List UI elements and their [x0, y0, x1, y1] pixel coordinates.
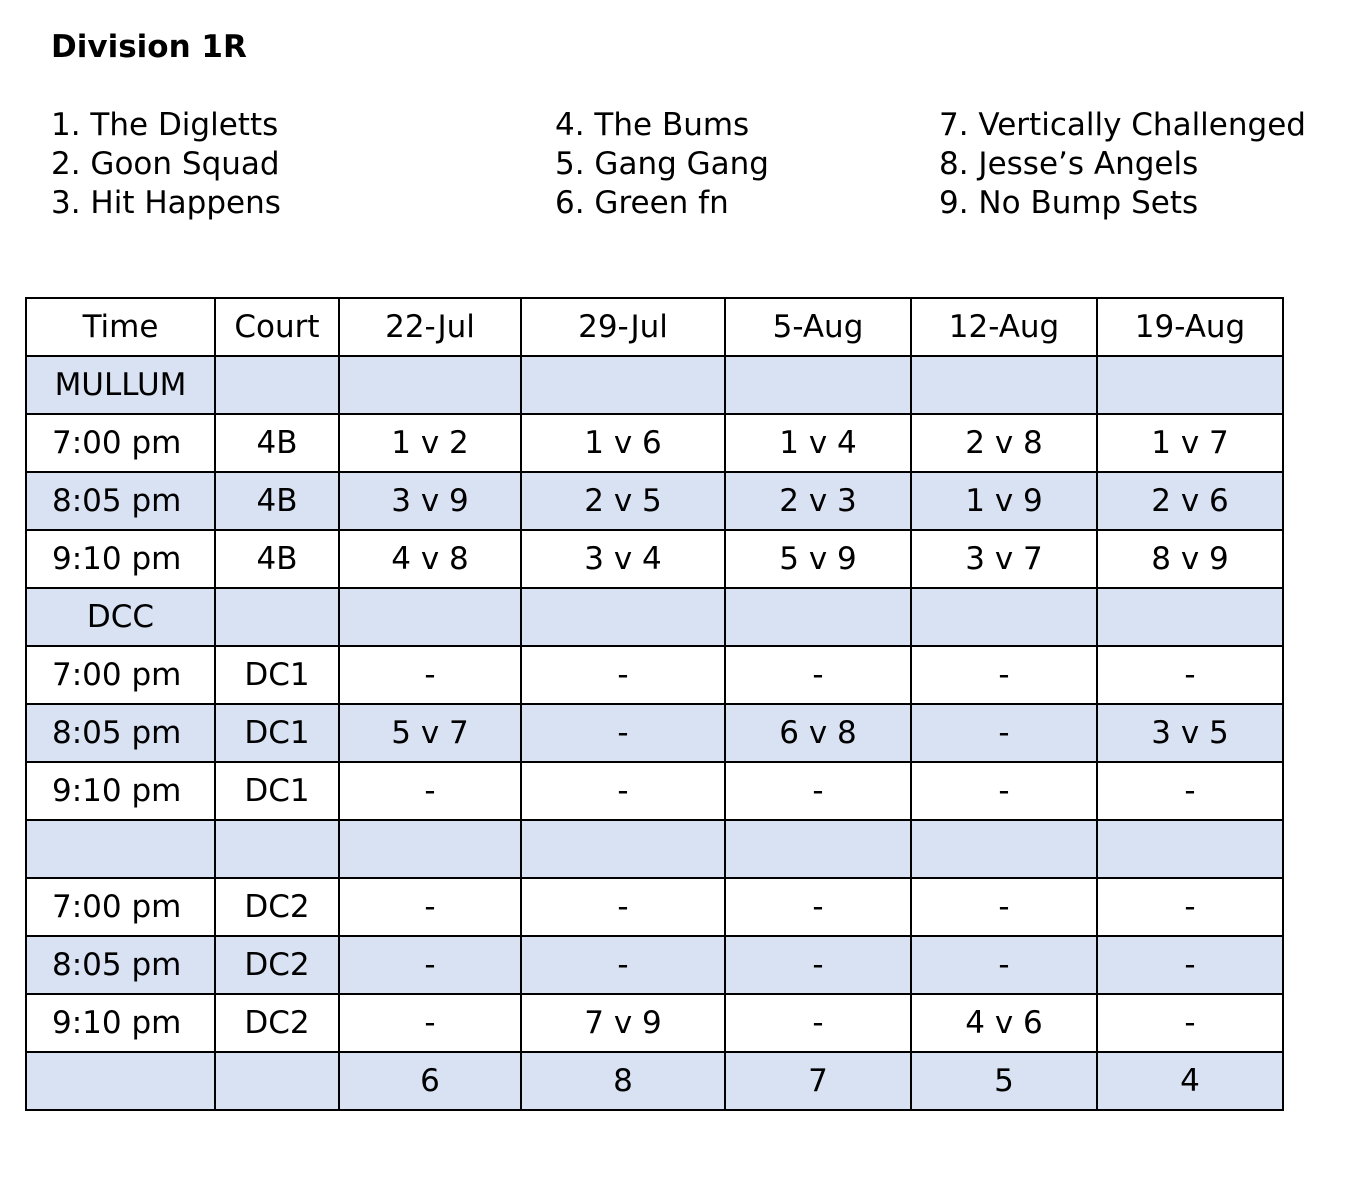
match-cell: -	[339, 994, 521, 1052]
match-cell: -	[911, 646, 1097, 704]
match-cell: -	[1097, 936, 1283, 994]
time-cell	[26, 1052, 215, 1110]
header-court: Court	[215, 298, 339, 356]
match-cell: -	[521, 704, 725, 762]
match-cell: 5 v 7	[339, 704, 521, 762]
bye-team-cell: 8	[521, 1052, 725, 1110]
match-cell: -	[521, 878, 725, 936]
match-cell	[911, 588, 1097, 646]
match-cell: -	[1097, 646, 1283, 704]
table-row	[26, 762, 1283, 820]
bye-team-cell: 5	[911, 1052, 1097, 1110]
court-cell: DC1	[215, 646, 339, 704]
court-cell	[215, 356, 339, 414]
match-cell: -	[911, 704, 1097, 762]
match-cell: -	[1097, 994, 1283, 1052]
match-cell: 7 v 9	[521, 994, 725, 1052]
match-cell: -	[725, 936, 911, 994]
court-cell: DC2	[215, 936, 339, 994]
table-row	[26, 936, 1283, 994]
header-date: 29-Jul	[521, 298, 725, 356]
match-cell	[911, 820, 1097, 878]
match-cell: -	[725, 646, 911, 704]
match-cell: 1 v 7	[1097, 414, 1283, 472]
time-cell: 8:05 pm	[26, 936, 215, 994]
team-list-column-1	[51, 106, 281, 223]
header-date: 22-Jul	[339, 298, 521, 356]
match-cell	[1097, 820, 1283, 878]
match-cell: -	[521, 936, 725, 994]
match-cell: -	[1097, 762, 1283, 820]
header-date: 19-Aug	[1097, 298, 1283, 356]
header-time: Time	[26, 298, 215, 356]
match-cell: 2 v 3	[725, 472, 911, 530]
match-cell: 5 v 9	[725, 530, 911, 588]
match-cell: -	[911, 936, 1097, 994]
time-cell: 7:00 pm	[26, 878, 215, 936]
match-cell: 8 v 9	[1097, 530, 1283, 588]
match-cell: 2 v 5	[521, 472, 725, 530]
court-cell	[215, 588, 339, 646]
team-item: 6. Green fn	[555, 185, 729, 221]
time-cell: 7:00 pm	[26, 646, 215, 704]
time-cell: 9:10 pm	[26, 530, 215, 588]
match-cell: 3 v 4	[521, 530, 725, 588]
table-row	[26, 994, 1283, 1052]
table-row	[26, 820, 1283, 878]
match-cell	[521, 588, 725, 646]
match-cell: -	[521, 646, 725, 704]
match-cell	[911, 356, 1097, 414]
team-item: 4. The Bums	[555, 107, 750, 143]
bye-team-cell: 6	[339, 1052, 521, 1110]
match-cell: -	[911, 762, 1097, 820]
time-cell: 9:10 pm	[26, 762, 215, 820]
match-cell: 1 v 6	[521, 414, 725, 472]
match-cell	[725, 820, 911, 878]
match-cell: -	[1097, 878, 1283, 936]
team-item: 8. Jesse’s Angels	[939, 146, 1199, 182]
court-cell: DC2	[215, 878, 339, 936]
match-cell: -	[339, 762, 521, 820]
court-cell: DC1	[215, 762, 339, 820]
match-cell: -	[725, 762, 911, 820]
time-cell: 8:05 pm	[26, 704, 215, 762]
match-cell: 4 v 8	[339, 530, 521, 588]
table-row	[26, 472, 1283, 530]
header-date: 5-Aug	[725, 298, 911, 356]
court-cell: DC2	[215, 994, 339, 1052]
schedule-header	[26, 298, 1283, 356]
match-cell	[339, 356, 521, 414]
match-cell	[521, 820, 725, 878]
page-title: Division 1R	[51, 29, 247, 65]
match-cell: 1 v 2	[339, 414, 521, 472]
court-cell: 4B	[215, 414, 339, 472]
table-row	[26, 356, 1283, 414]
table-row	[26, 878, 1283, 936]
court-cell	[215, 820, 339, 878]
table-row	[26, 1052, 1283, 1110]
match-cell	[1097, 356, 1283, 414]
match-cell	[1097, 588, 1283, 646]
venue-label: MULLUM	[26, 356, 215, 414]
time-cell: 7:00 pm	[26, 414, 215, 472]
court-cell: 4B	[215, 472, 339, 530]
bye-team-cell: 7	[725, 1052, 911, 1110]
team-item: 7. Vertically Challenged	[939, 107, 1306, 143]
match-cell: -	[339, 646, 521, 704]
time-cell	[26, 820, 215, 878]
match-cell: 4 v 6	[911, 994, 1097, 1052]
match-cell: 3 v 7	[911, 530, 1097, 588]
time-cell: 9:10 pm	[26, 994, 215, 1052]
match-cell: -	[725, 878, 911, 936]
table-row	[26, 588, 1283, 646]
team-list-column-3	[939, 106, 1306, 223]
bye-team-cell: 4	[1097, 1052, 1283, 1110]
team-item: 1. The Digletts	[51, 107, 279, 143]
match-cell	[725, 588, 911, 646]
match-cell: 3 v 5	[1097, 704, 1283, 762]
match-cell: 1 v 9	[911, 472, 1097, 530]
match-cell: 3 v 9	[339, 472, 521, 530]
table-row	[26, 704, 1283, 762]
header-date: 12-Aug	[911, 298, 1097, 356]
match-cell: -	[521, 762, 725, 820]
schedule-table	[25, 297, 1284, 1111]
match-cell: -	[725, 994, 911, 1052]
match-cell: -	[339, 936, 521, 994]
team-list-column-2	[555, 106, 769, 223]
team-item: 5. Gang Gang	[555, 146, 769, 182]
match-cell: -	[911, 878, 1097, 936]
match-cell: 2 v 6	[1097, 472, 1283, 530]
table-row	[26, 646, 1283, 704]
venue-label: DCC	[26, 588, 215, 646]
table-row	[26, 530, 1283, 588]
match-cell	[339, 588, 521, 646]
schedule-body	[26, 356, 1283, 1110]
match-cell: 6 v 8	[725, 704, 911, 762]
court-cell: DC1	[215, 704, 339, 762]
table-row	[26, 414, 1283, 472]
court-cell	[215, 1052, 339, 1110]
match-cell	[725, 356, 911, 414]
match-cell: 2 v 8	[911, 414, 1097, 472]
time-cell: 8:05 pm	[26, 472, 215, 530]
match-cell: 1 v 4	[725, 414, 911, 472]
match-cell: -	[339, 878, 521, 936]
court-cell: 4B	[215, 530, 339, 588]
match-cell	[521, 356, 725, 414]
team-item: 3. Hit Happens	[51, 185, 281, 221]
match-cell	[339, 820, 521, 878]
team-item: 2. Goon Squad	[51, 146, 280, 182]
team-item: 9. No Bump Sets	[939, 185, 1199, 221]
